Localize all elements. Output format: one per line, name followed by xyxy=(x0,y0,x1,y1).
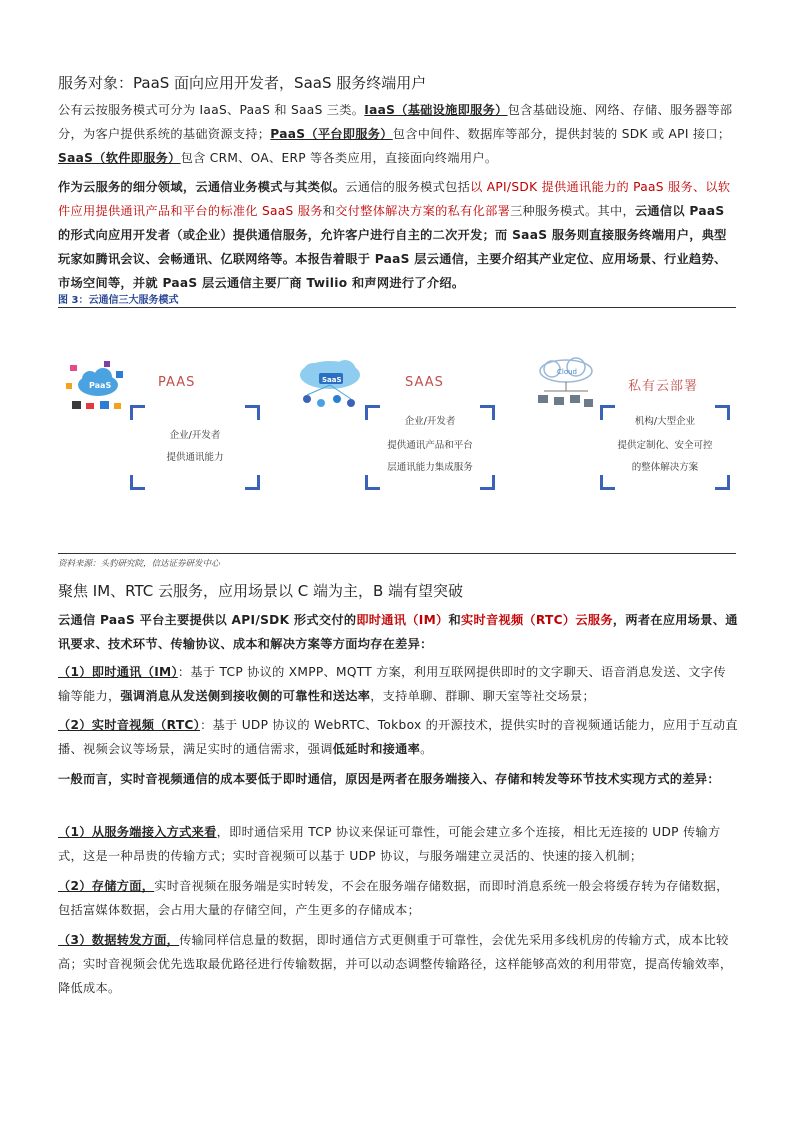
figure-top-rule xyxy=(58,307,736,308)
paragraph-data-forwarding xyxy=(58,928,738,1000)
storage-label: （2）存储方面， xyxy=(58,879,155,893)
access-label: （1）从服务端接入方式来看 xyxy=(58,825,217,839)
figure-source: 资料来源：头豹研究院，信达证券研发中心 xyxy=(58,559,220,569)
text: ：基于 UDP 协议的 WebRTC、Tokbox 的开源技术，提供实时的音视频通话能力，应用于互动直播、视频会议等场景，满足实时的通信需求，强调 xyxy=(58,718,738,756)
saas-icon-label: SaaS xyxy=(322,376,342,384)
bold-text: 和 xyxy=(448,613,461,627)
service-line-3: 的整体解决方案 xyxy=(631,462,699,473)
section-heading-service-targets: 服务对象：PaaS 面向应用开发者，SaaS 服务终端用户 xyxy=(58,74,427,92)
saas-cloud-icon xyxy=(293,355,368,415)
service-title: PAAS xyxy=(158,375,196,390)
rtc-label: （2）实时音视频（RTC） xyxy=(58,718,201,732)
bold-text: ，两者在应用场景、通讯要求、技术环节、传输协议、成本和解决方案等方面均存在差异： xyxy=(58,613,738,651)
paragraph-cloud-communication-models xyxy=(58,175,738,295)
red-text: 以 API/SDK 提供通讯能力的 PaaS 服务、以软件应用提供通讯产品和平台的标准化 SaaS 服务 xyxy=(58,180,731,218)
service-box xyxy=(365,405,495,490)
section-heading-im-rtc: 聚焦 IM、RTC 云服务，应用场景以 C 端为主，B 端有望突破 xyxy=(58,582,464,600)
saas-term: SaaS（软件即服务） xyxy=(58,151,181,165)
paas-icon-label: PaaS xyxy=(89,381,112,390)
service-line-1: 企业/开发者 xyxy=(404,416,456,427)
private-cloud-icon xyxy=(528,355,603,415)
text: 包含基础设施、网络、存储、服务器等部分，为客户提供系统的基础资源支持； xyxy=(58,103,733,141)
text: 和 xyxy=(322,204,336,218)
text: 公有云按服务模式可分为 IaaS、PaaS 和 SaaS 三类。 xyxy=(58,103,365,117)
paragraph-cloud-models xyxy=(58,98,738,170)
text: 云通信的服务模式包括 xyxy=(345,180,471,194)
service-saas xyxy=(293,355,493,505)
figure-bottom-rule xyxy=(58,553,736,554)
private-icon-label: Cloud xyxy=(557,368,577,376)
service-line-2: 提供通讯能力 xyxy=(166,452,224,463)
service-models-diagram xyxy=(58,355,738,505)
paragraph-cost-summary: 一般而言，实时音视频通信的成本要低于即时通信，原因是两者在服务端接入、存储和转发等环节技术实现方式的差异： xyxy=(58,772,720,786)
text: 。 xyxy=(420,742,433,756)
paragraph-storage xyxy=(58,874,738,922)
figure-label: 图 3：云通信三大服务模式 xyxy=(58,295,179,306)
service-line-1: 机构/大型企业 xyxy=(634,416,696,427)
text: 三种服务模式。其中， xyxy=(510,204,635,218)
text: 传输同样信息量的数据，即时通信方式更侧重于可靠性，会优先采用多线机房的传输方式，成本比较高；实时音视频会优先选取最优路径进行传输数据，并可以动态调整传输路径，这样能够高效的利用带宽，提高传输效率，降低成本。 xyxy=(58,933,733,995)
text: ，支持单聊、群聊、聊天室等社交场景； xyxy=(370,689,595,703)
im-term: 即时通讯（IM） xyxy=(356,613,449,627)
bold-text: 作为云服务的细分领域，云通信业务模式与其类似。 xyxy=(58,180,346,194)
service-paas xyxy=(58,355,258,505)
paas-cloud-icon xyxy=(58,355,133,415)
text: ：基于 TCP 协议的 XMPP、MQTT 方案，利用互联网提供即时的文字聊天、语音消息发送、文字传输等能力， xyxy=(58,665,726,703)
service-line-2: 提供定制化、安全可控 xyxy=(617,440,713,451)
forwarding-label: （3）数据转发方面， xyxy=(58,933,180,947)
paragraph-im-rtc-intro xyxy=(58,608,738,656)
rtc-term: 实时音视频（RTC）云服务 xyxy=(461,613,613,627)
service-title: 私有云部署 xyxy=(628,379,699,394)
service-line-1: 企业/开发者 xyxy=(169,430,221,441)
text: 包含 CRM、OA、ERP 等各类应用，直接面向终端用户。 xyxy=(180,151,498,165)
paragraph-im xyxy=(58,660,738,708)
service-line-3: 层通讯能力集成服务 xyxy=(387,462,473,473)
bold-text: 云通信以 PaaS 的形式向应用开发者（或企业）提供通信服务，允许客户进行自主的二次开发；而 SaaS 服务则直接服务终端用户，典型玩家如腾讯会议、会畅通讯、亿联网络等。本报告着眼于 PaaS 层云通信，主要介绍其产业定位、应用场景、行业趋势、市场空间等，并就 PaaS 层云通信主要厂商 Twilio 和声网进行了介绍。 xyxy=(58,204,727,290)
paas-term: PaaS（平台即服务） xyxy=(270,127,393,141)
service-private-deployment xyxy=(528,355,728,505)
text: ，即时通信采用 TCP 协议来保证可靠性，可能会建立多个连接，相比无连接的 UDP 传输方式，这是一种昂贵的传输方式；实时音视频可以基于 UDP 协议，与服务端建立灵活的、快速的接入机制； xyxy=(58,825,721,863)
paragraph-access-method xyxy=(58,820,738,868)
red-text: 交付整体解决方案的私有化部署 xyxy=(335,204,511,218)
service-line-2: 提供通讯产品和平台 xyxy=(387,440,473,451)
bold-text: 低延时和接通率 xyxy=(332,742,421,756)
bold-text: 云通信 PaaS 平台主要提供以 API/SDK 形式交付的 xyxy=(58,613,357,627)
service-title: SAAS xyxy=(405,375,444,390)
text: 实时音视频在服务端是实时转发，不会在服务端存储数据，而即时消息系统一般会将缓存转为存储数据，包括富媒体数据，会占用大量的存储空间，产生更多的存储成本； xyxy=(58,879,729,917)
text: 包含中间件、数据库等部分，提供封装的 SDK 或 API 接口； xyxy=(392,127,731,141)
service-box xyxy=(600,405,730,490)
bold-text: 强调消息从发送侧到接收侧的可靠性和送达率 xyxy=(120,689,371,703)
im-label: （1）即时通讯（IM） xyxy=(58,665,178,679)
iaas-term: IaaS（基础设施即服务） xyxy=(364,103,508,117)
paragraph-rtc xyxy=(58,713,738,761)
service-box xyxy=(130,405,260,490)
